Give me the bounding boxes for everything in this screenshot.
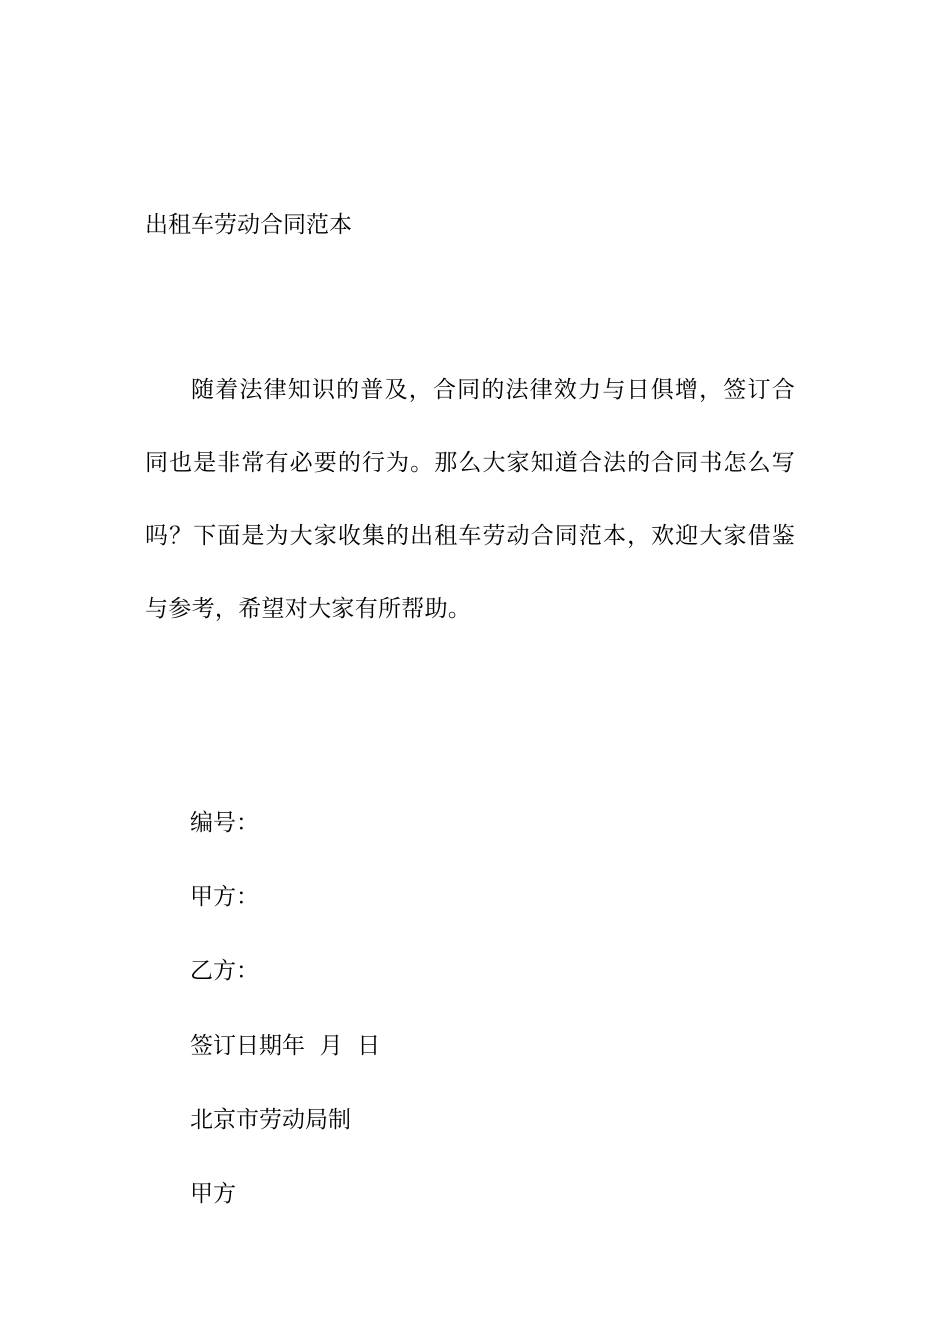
document-title: 出租车劳动合同范本: [145, 212, 352, 238]
intro-paragraph: 随着法律知识的普及，合同的法律效力与日俱增，签订合同也是非常有必要的行为。那么大家知道合法的合同书怎么写吗？下面是为大家收集的出租车劳动合同范本，欢迎大家借鉴与参考，希望对大家有所帮助。: [145, 377, 795, 622]
party-a-heading: 甲方: [190, 1181, 236, 1207]
issuer-label: 北京市劳动局制: [190, 1107, 351, 1133]
contract-number-label: 编号：: [190, 810, 259, 836]
party-a-label: 甲方：: [190, 884, 259, 910]
sign-date-label: 签订日期年 月 日: [190, 1033, 381, 1059]
party-b-label: 乙方：: [190, 958, 259, 984]
